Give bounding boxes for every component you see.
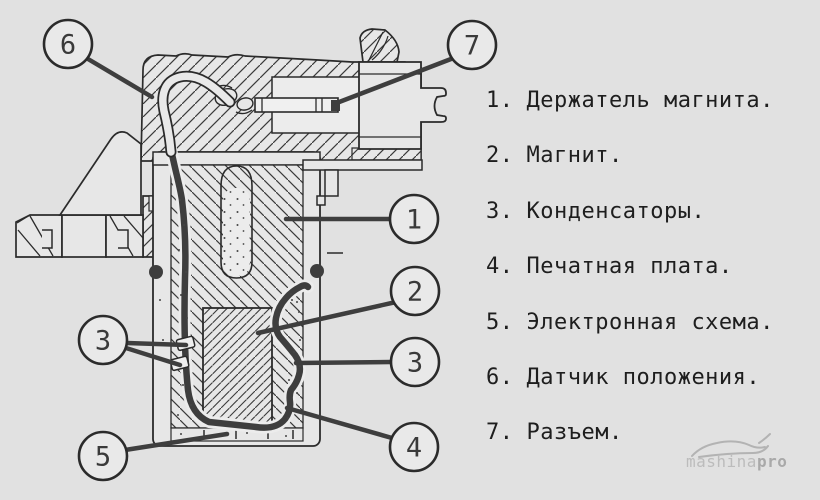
leader-3-left-a <box>126 343 186 345</box>
callout-6 <box>44 20 92 68</box>
legend-item-number: 5. <box>486 310 514 335</box>
legend-item <box>486 143 623 168</box>
ledge-bar <box>303 160 422 170</box>
legend-item-number: 2. <box>486 143 514 168</box>
legend-item-text: Конденсаторы. <box>526 199 706 224</box>
housing-top-tab <box>360 29 399 62</box>
callout-1 <box>390 195 438 243</box>
svg-text:7: 7 <box>463 30 481 62</box>
legend-item-number: 7. <box>486 420 514 445</box>
callout-4 <box>390 423 438 471</box>
leader-3-right <box>296 362 391 363</box>
svg-text:3: 3 <box>94 325 112 357</box>
flange-bolt-notch-left <box>42 230 52 248</box>
legend-item <box>486 254 733 279</box>
legend-item-number: 4. <box>486 254 514 279</box>
legend-item-number: 6. <box>486 365 514 390</box>
svg-text:1: 1 <box>405 204 423 236</box>
legend-item-text: Электронная схема. <box>526 310 774 335</box>
legend-item-number: 1. <box>486 88 514 113</box>
callout-7 <box>448 21 496 69</box>
legend-item <box>486 199 705 224</box>
callout-3-left <box>79 316 127 364</box>
svg-text:2: 2 <box>406 276 424 308</box>
svg-text:5: 5 <box>94 441 112 473</box>
bore-dots <box>223 188 250 276</box>
svg-text:6: 6 <box>59 29 77 61</box>
legend-item-text: Печатная плата. <box>526 254 733 279</box>
legend-item <box>486 88 774 113</box>
svg-text:4: 4 <box>405 432 423 464</box>
legend-item <box>486 420 623 445</box>
watermark <box>686 452 787 471</box>
seal-ring-right <box>310 264 324 278</box>
callout-3-right <box>391 338 439 386</box>
callout-5 <box>79 432 127 480</box>
flange-gusset <box>60 132 141 215</box>
svg-text:3: 3 <box>406 347 424 379</box>
legend-item-text: Датчик положения. <box>526 365 761 390</box>
callout-2 <box>391 267 439 315</box>
flange-bolt-notch-right <box>118 230 128 248</box>
magnet-block <box>203 308 272 424</box>
legend-item <box>486 365 760 390</box>
legend-item-text: Магнит. <box>526 143 623 168</box>
legend-item-text: Держатель магнита. <box>526 88 774 113</box>
legend-item-text: Разъем. <box>526 420 623 445</box>
terminal-pin <box>255 98 338 112</box>
legend-item <box>486 310 774 335</box>
legend-item-number: 3. <box>486 199 514 224</box>
watermark-brand: mashina <box>686 452 757 471</box>
mounting-flange <box>16 132 143 257</box>
connector-body <box>359 62 446 149</box>
seal-ring-left <box>149 265 163 279</box>
flange-center <box>62 215 106 257</box>
watermark-suffix: pro <box>756 452 788 471</box>
